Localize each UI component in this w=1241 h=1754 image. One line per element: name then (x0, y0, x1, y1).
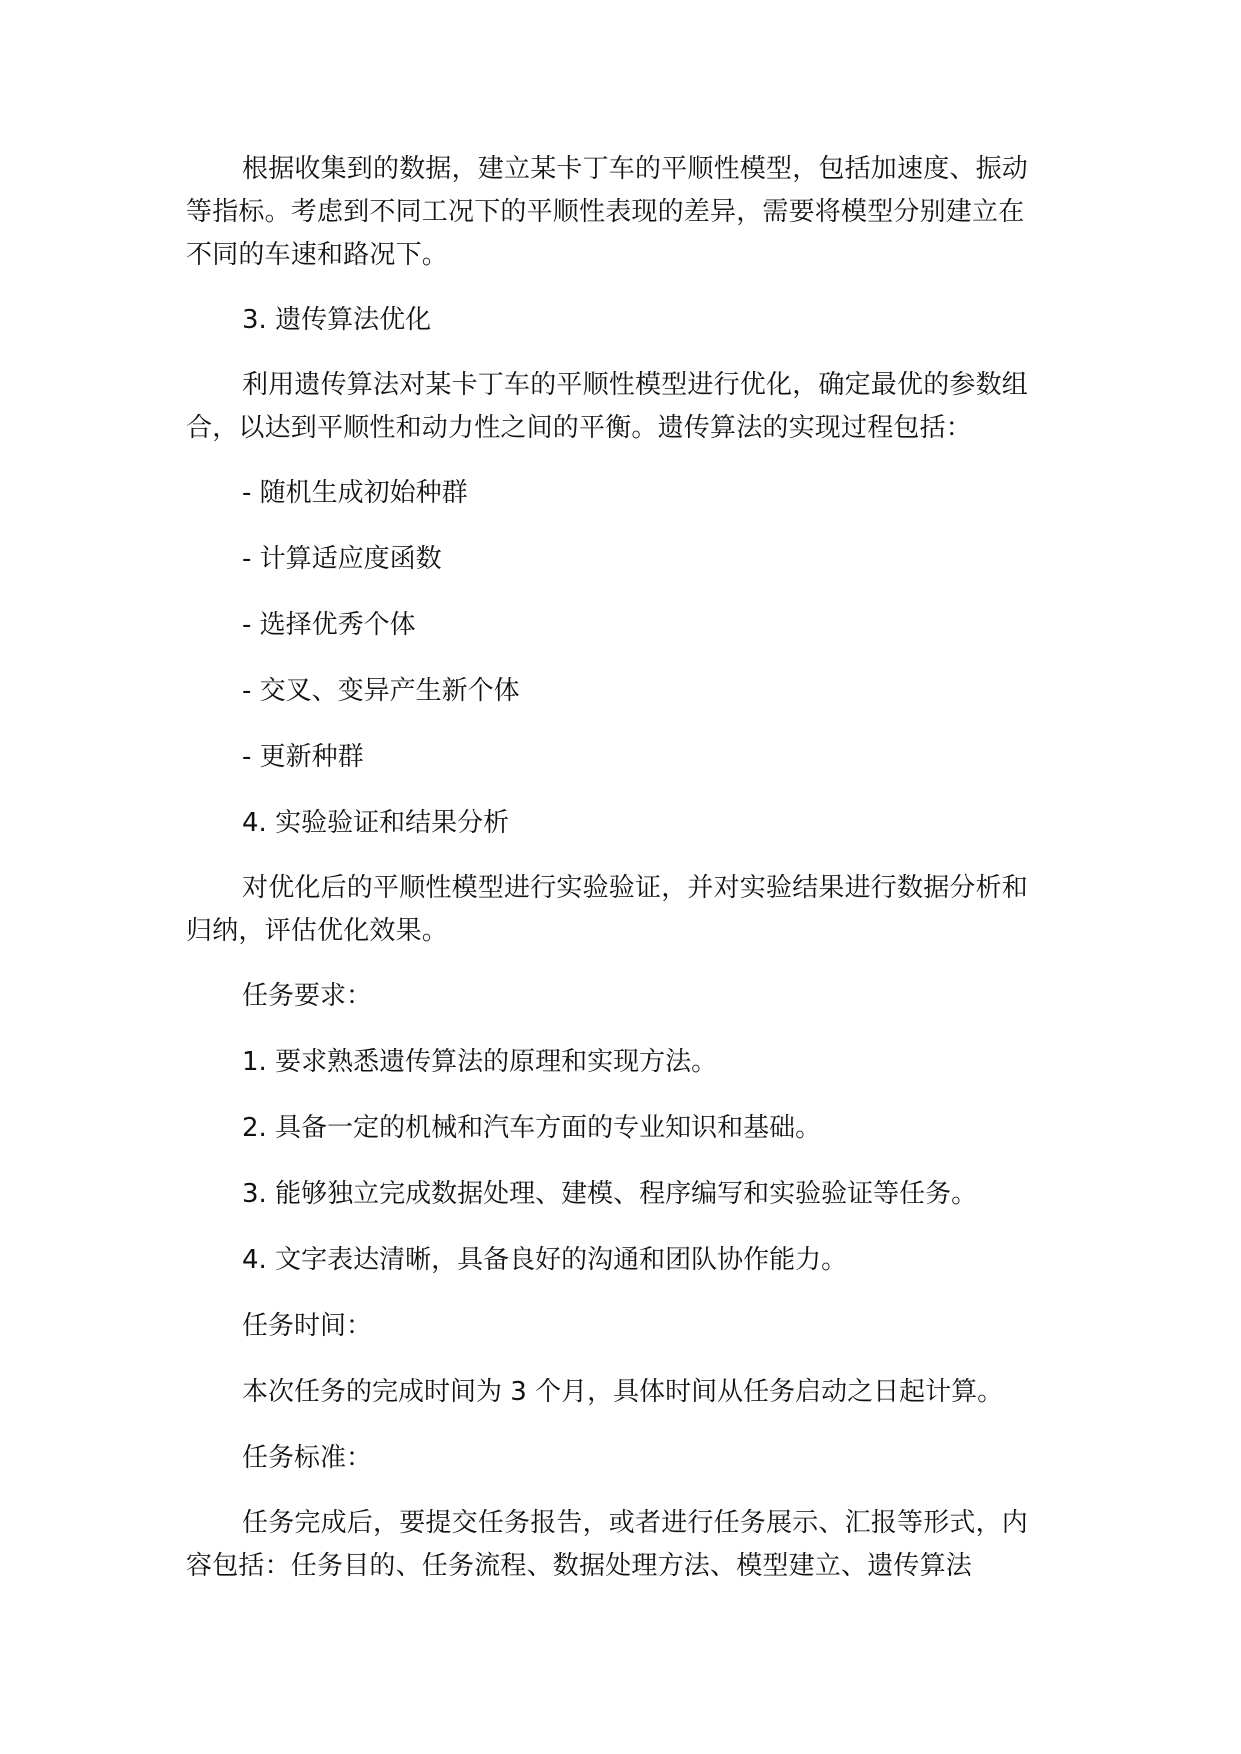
heading-task-standard: 任务标准： (242, 1443, 373, 1473)
list-item: - 更新种群 (242, 742, 364, 772)
list-item: - 计算适应度函数 (242, 544, 442, 574)
heading-task-requirements: 任务要求： (242, 981, 373, 1011)
heading-task-time: 任务时间： (242, 1311, 373, 1341)
heading-genetic-algorithm-optimization: 3. 遗传算法优化 (242, 305, 432, 335)
requirement-item: 1. 要求熟悉遗传算法的原理和实现方法。 (242, 1047, 718, 1077)
requirement-item: 4. 文字表达清晰，具备良好的沟通和团队协作能力。 (242, 1245, 848, 1275)
list-item: - 随机生成初始种群 (242, 478, 468, 508)
paragraph-optimization: 利用遗传算法对某卡丁车的平顺性模型进行优化，确定最优的参数组合，以达到平顺性和动力性之间的平衡。遗传算法的实现过程包括： (186, 370, 1029, 443)
list-item: - 交叉、变异产生新个体 (242, 676, 520, 706)
requirement-item: 2. 具备一定的机械和汽车方面的专业知识和基础。 (242, 1113, 822, 1143)
paragraph-model-building: 根据收集到的数据，建立某卡丁车的平顺性模型，包括加速度、振动等指标。考虑到不同工况下的平顺性表现的差异，需要将模型分别建立在不同的车速和路况下。 (186, 154, 1029, 270)
paragraph-task-standard: 任务完成后，要提交任务报告，或者进行任务展示、汇报等形式，内容包括：任务目的、任务流程、数据处理方法、模型建立、遗传算法 (186, 1508, 1029, 1581)
paragraph-task-time: 本次任务的完成时间为 3 个月，具体时间从任务启动之日起计算。 (242, 1377, 1004, 1407)
heading-experiment-validation: 4. 实验验证和结果分析 (242, 808, 510, 838)
requirement-item: 3. 能够独立完成数据处理、建模、程序编写和实验验证等任务。 (242, 1179, 978, 1209)
document-body (186, 148, 1034, 1588)
list-item: - 选择优秀个体 (242, 610, 416, 640)
paragraph-validation: 对优化后的平顺性模型进行实验验证，并对实验结果进行数据分析和归纳，评估优化效果。 (186, 873, 1029, 946)
